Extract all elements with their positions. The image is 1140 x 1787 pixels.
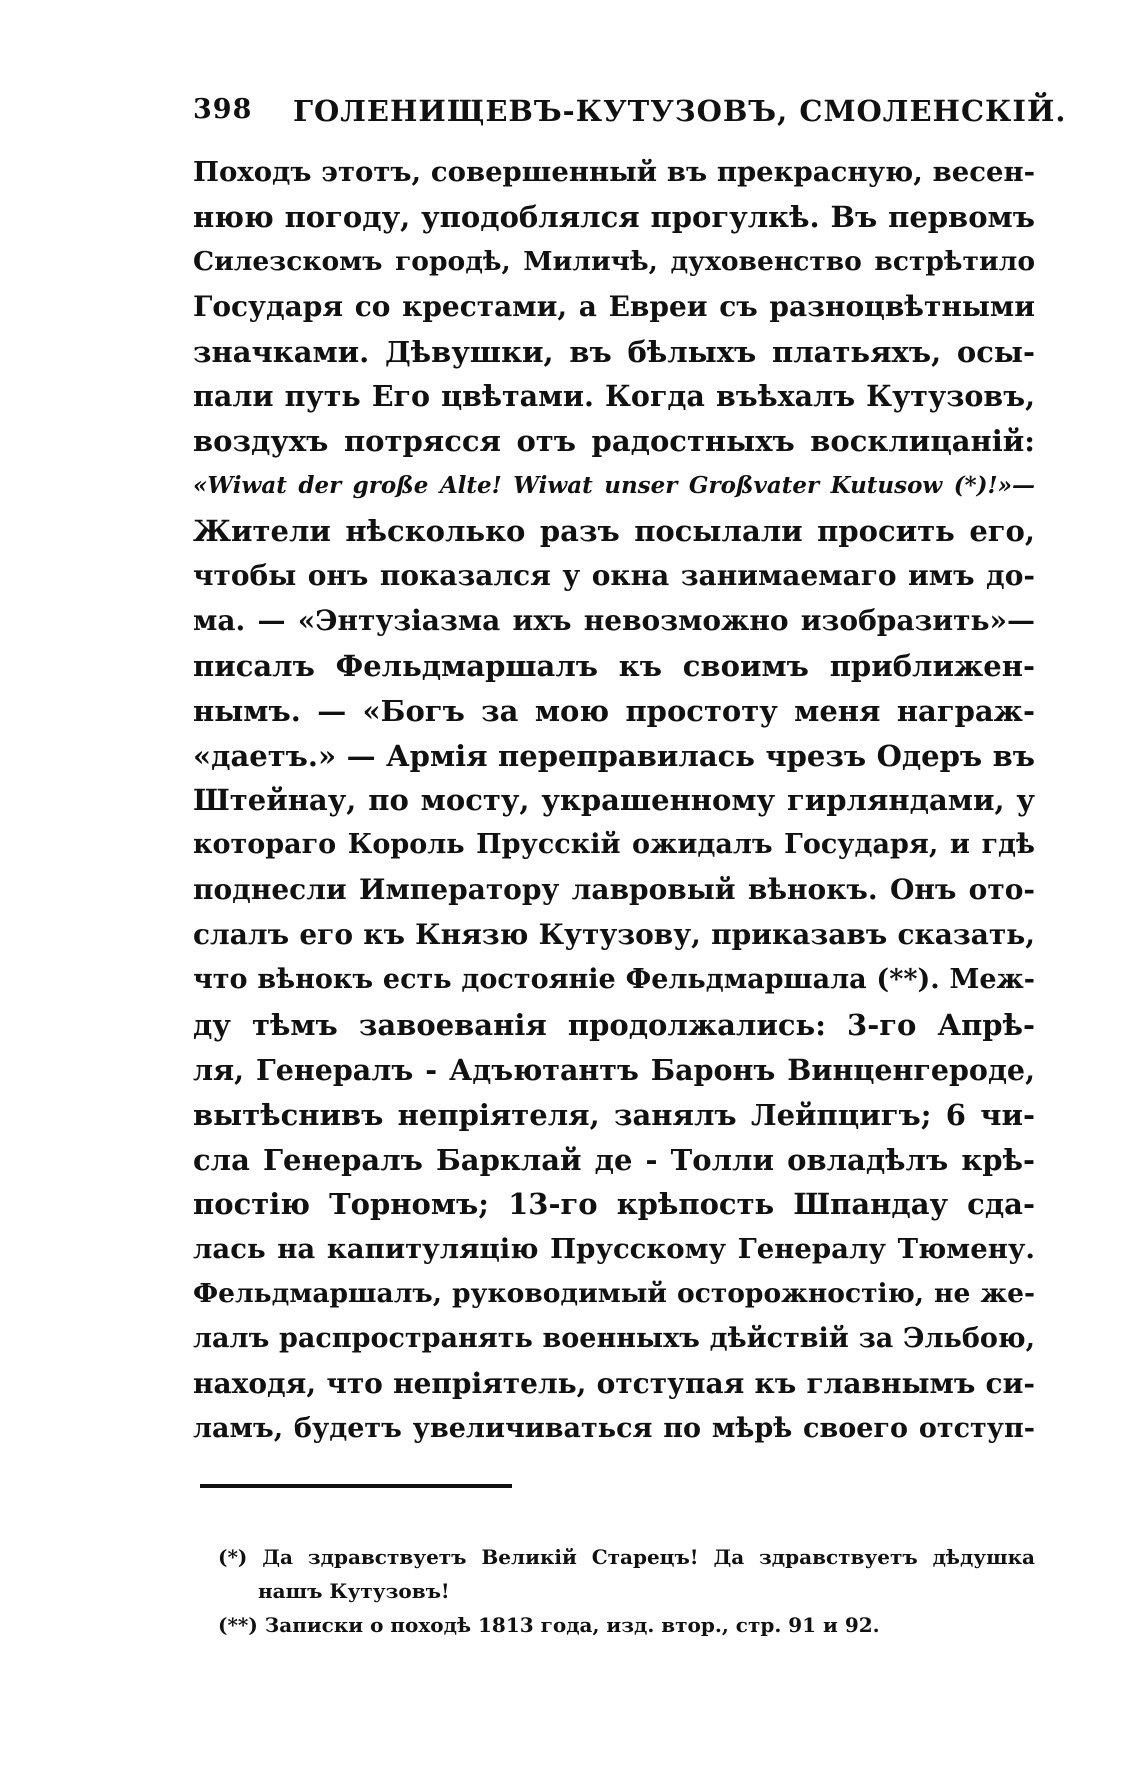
text-line: слалъ его къ Князю Кутузову, приказавъ сказать, — [193, 918, 1035, 952]
running-head: ГОЛЕНИЩЕВЪ-КУТУЗОВЪ, СМОЛЕНСКІЙ. — [293, 94, 1067, 128]
footnotes — [218, 1540, 1035, 1642]
text-line: Государя со крестами, а Евреи съ разноцвѣтными — [193, 289, 1035, 323]
text-line: что вѣнокъ есть достояніе Фельдмаршала (**). Меж- — [193, 964, 1035, 996]
page-number: 398 — [193, 94, 253, 125]
text-line: значками. Дѣвушки, въ бѣлыхъ платьяхъ, осы- — [193, 334, 1035, 369]
text-line: ду тѣмъ завоеванія продолжались: 3-го Апрѣ- — [193, 1007, 1035, 1042]
text-line: поднесли Императору лавровый вѣнокъ. Онъ ото- — [193, 873, 1035, 907]
main-text — [193, 150, 1035, 1452]
footnote-2: (**) Записки о походѣ 1813 года, изд. втор., стр. 91 и 92. — [218, 1613, 880, 1637]
text-line: ля, Генералъ - Адъютантъ Баронъ Винценгероде, — [193, 1052, 1035, 1087]
text-line: воздухъ потрясся отъ радостныхъ восклицаній: — [193, 424, 1035, 459]
text-line: «даетъ.» — Армія переправилась чрезъ Одеръ въ — [193, 738, 1035, 773]
text-line-german-quote: «Wiwat der große Alte! Wiwat unser Großvater Kutusow (*)!»— — [193, 472, 1035, 500]
text-line: Походъ этотъ, совершенный въ прекрасную, весен- — [193, 156, 1035, 188]
footnote-rule — [200, 1484, 512, 1488]
text-line: постію Торномъ; 13-го крѣпость Шпандау сда- — [193, 1187, 1035, 1222]
text-line: нюю погоду, уподоблялся прогулкѣ. Въ первомъ — [193, 199, 1035, 234]
text-line: Штейнау, по мосту, украшенному гирляндами, у — [193, 783, 1035, 818]
text-line: находя, что непріятель, отступая къ главнымъ си- — [193, 1367, 1035, 1401]
text-line: пали путь Его цвѣтами. Когда въѣхалъ Кутузовъ, — [193, 379, 1035, 414]
text-line: Фельдмаршалъ, руководимый осторожностію, не же- — [193, 1278, 1035, 1310]
text-line: ма. — «Энтузіазма ихъ невозможно изобразить»— — [193, 603, 1035, 637]
text-line: сла Генералъ Барклай де - Толли овладѣлъ крѣ- — [193, 1142, 1035, 1177]
text-line: Силезскомъ городѣ, Миличѣ, духовенство встрѣтило — [193, 245, 1035, 277]
text-line: ламъ, будетъ увеличиваться по мѣрѣ своего отступ- — [193, 1412, 1035, 1444]
text-line: лась на капитуляцію Прусскому Генералу Тюмену. — [193, 1233, 1035, 1266]
text-line: нымъ. — «Богъ за мою простоту меня награж- — [193, 693, 1035, 728]
footnote-1-line-1: (*) Да здравствуетъ Великій Старецъ! Да здравствуетъ дѣдушка — [218, 1545, 1035, 1569]
text-line: Жители нѣсколько разъ посылали просить его, — [193, 514, 1035, 549]
text-line: чтобы онъ показался у окна занимаемаго имъ до- — [193, 559, 1035, 593]
footnote-1-line-2: нашъ Кутузовъ! — [258, 1579, 450, 1603]
text-line: писалъ Фельдмаршалъ къ своимъ приближен- — [193, 648, 1035, 683]
text-line: котораго Король Прусскій ожидалъ Государя, и гдѣ — [193, 829, 1035, 861]
page-header — [193, 94, 1067, 134]
text-line: вытѣснивъ непріятеля, занялъ Лейпцигъ; 6 чи- — [193, 1097, 1035, 1132]
text-line: лалъ распространять военныхъ дѣйствій за Эльбою, — [193, 1323, 1035, 1355]
